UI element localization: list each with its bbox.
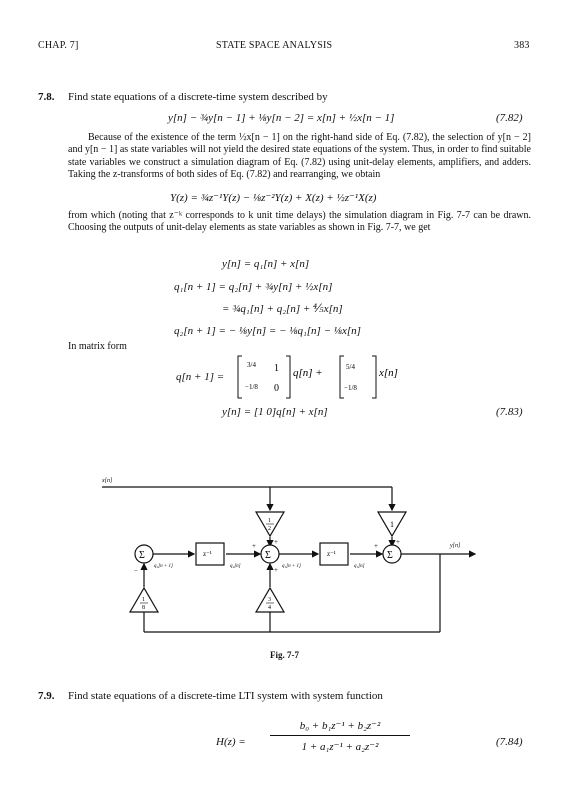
problem-statement: Find state equations of a discrete-time system described by [68,91,328,103]
running-title: STATE SPACE ANALYSIS [216,40,333,51]
state-matrix-equation [236,352,406,402]
state-equation-output: y[n] = q₁[n] + x[n] [222,258,310,270]
gain-three-quarter-num: 3 [268,597,271,603]
gain-one-label: 1 [390,520,394,529]
explanation-paragraph: Because of the existence of the term ½x[n − 1] on the right-hand side of Eq. (7.82), the selection of y[n − 2] and y[n − 1] as state variables will not yield the desired state equations of the system. Thus, in order to find suitable state variables we construct a simulation diagram of Eq. (7.82) using unit-delay elements, amplifiers, and adders. Taking the z-transforms of both sides of Eq. (7.82) and rearranging, we obtain [68,132,531,181]
summer-3-label: Σ [387,550,393,561]
matrix-tail: x[n] [379,367,398,379]
sign-sum2-bottom: + [274,566,278,574]
difference-equation: y[n] − ¾y[n − 1] + ⅛y[n − 2] = x[n] + ½x[n − 1] [168,112,395,124]
problem-number-2: 7.9. [38,690,55,702]
transfer-function-numerator: b₀ + b₁z⁻¹ + b₂z⁻² [299,720,381,732]
q1-label: q₁[n] [354,564,365,569]
matrix-lhs: q[n + 1] = [176,371,225,383]
derivation-paragraph: from which (noting that z⁻ᵏ corresponds to k unit time delays) the simulation diagram in Fig. 7-7 can be drawn. Choosing the outputs of unit-delay elements as state variables as shown in Fig. 7-7, we get [68,210,531,234]
sign-sum3-top: + [396,538,400,546]
matrix-mid: q[n] + [293,367,323,379]
equation-number-2: (7.84) [496,736,523,748]
matrix-intro: In matrix form [68,341,127,352]
delay-1-label: z⁻¹ [203,550,212,558]
gain-half-den: 2 [268,526,271,532]
chapter-label: CHAP. 7] [38,40,79,51]
matrix-equation-number: (7.83) [496,406,523,418]
gain-eighth-den: 8 [142,605,145,611]
gain-three-quarter-den: 4 [268,605,271,611]
q1-next-label: q₁[n + 1] [282,564,302,569]
problem-number: 7.8. [38,91,55,103]
transfer-function-lhs: H(z) = [216,736,246,748]
fraction-bar [270,735,410,736]
matrix-a-22: 0 [274,383,279,394]
state-equation-q1-simplified: = ¾q₁[n] + q₂[n] + ⅘x[n] [222,303,343,315]
sign-sum2-top: + [274,538,278,546]
summer-1-label: Σ [139,550,145,561]
problem-statement-2: Find state equations of a discrete-time LTI system with system function [68,690,383,702]
output-equation: y[n] = [1 0]q[n] + x[n] [222,406,328,418]
state-equation-q1: q₁[n + 1] = q₂[n] + ¾y[n] + ½x[n] [174,281,333,293]
figure-caption: Fig. 7-7 [270,650,299,660]
matrix-b-1: 5/4 [346,363,355,371]
matrix-a-12: 1 [274,363,279,374]
gain-half-num: 1 [268,518,271,524]
simulation-diagram [90,462,490,647]
summer-2-label: Σ [265,550,271,561]
equation-number: (7.82) [496,112,523,124]
output-label: y[n] [450,543,461,549]
delay-2-label: z⁻¹ [327,550,336,558]
q2-label: q₂[n] [230,564,241,569]
gain-eighth-num: 1 [142,597,145,603]
sign-sum1-bottom: − [134,567,138,575]
input-label: x[n] [102,478,113,484]
transfer-function-denominator: 1 + a₁z⁻¹ + a₂z⁻² [301,741,379,753]
matrix-a-11: 3/4 [247,361,256,369]
matrix-a-21: −1/8 [245,383,258,391]
sign-sum2-left: + [252,542,256,550]
q2-next-label: q₂[n + 1] [154,564,174,569]
state-equation-q2: q₂[n + 1] = − ⅛y[n] = − ⅛q₁[n] − ⅛x[n] [174,325,361,337]
matrix-b-2: −1/8 [344,384,357,392]
sign-sum3-left: + [374,542,378,550]
z-transform-equation: Y(z) = ¾z⁻¹Y(z) − ⅛z⁻²Y(z) + X(z) + ½z⁻¹X(z) [170,192,377,204]
page-number: 383 [514,40,530,51]
